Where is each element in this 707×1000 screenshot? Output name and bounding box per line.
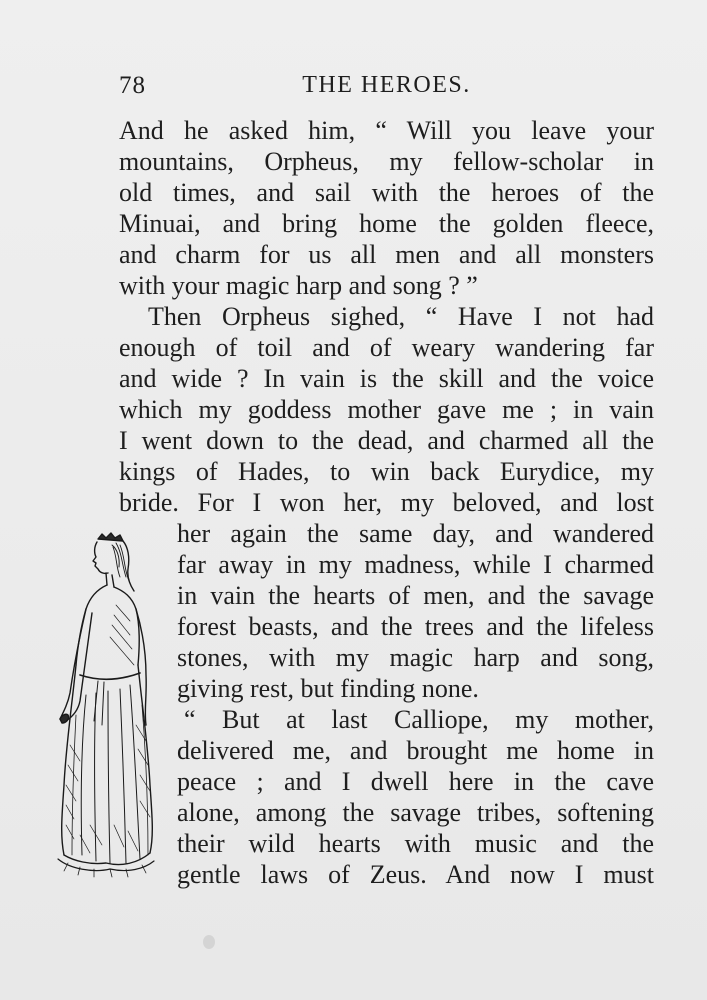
text-line: And he asked him, “ Will you leave your (119, 116, 654, 145)
text-line: and wide ? In vain is the skill and the voice (119, 364, 654, 393)
text-line: Then Orpheus sighed, “ Have I not had (148, 302, 654, 331)
text-line: giving rest, but finding none. (177, 674, 479, 703)
text-line: kings of Hades, to win back Eurydice, my (119, 457, 654, 486)
text-line: and charm for us all men and all monsters (119, 240, 654, 269)
text-line: old times, and sail with the heroes of the (119, 178, 654, 207)
text-line: bride. For I won her, my beloved, and lost (119, 488, 654, 517)
text-line: “ But at last Calliope, my mother, (184, 705, 654, 734)
text-line: stones, with my magic harp and song, (177, 643, 654, 672)
text-line: alone, among the savage tribes, softening (177, 798, 654, 827)
text-line: gentle laws of Zeus. And now I must (177, 860, 654, 889)
robed-figure-icon (50, 525, 160, 880)
text-line: which my goddess mother gave me ; in vain (119, 395, 654, 424)
text-line: mountains, Orpheus, my fellow-scholar in (119, 147, 654, 176)
text-line: enough of toil and of weary wandering far (119, 333, 654, 362)
text-line: with your magic harp and song ? ” (119, 271, 478, 300)
text-line: peace ; and I dwell here in the cave (177, 767, 654, 796)
text-line: Minuai, and bring home the golden fleece, (119, 209, 654, 238)
text-line: far away in my madness, while I charmed (177, 550, 654, 579)
running-head (119, 72, 654, 106)
text-line: in vain the hearts of men, and the savage (177, 581, 654, 610)
text-line: forest beasts, and the trees and the lifeless (177, 612, 654, 641)
text-line: I went down to the dead, and charmed all the (119, 426, 654, 455)
page-number: 78 (119, 72, 146, 99)
text-line: their wild hearts with music and the (177, 829, 654, 858)
text-line: her again the same day, and wandered (177, 519, 654, 548)
paper-smudge (203, 935, 215, 949)
running-title: THE HEROES. (302, 72, 471, 98)
text-line: delivered me, and brought me home in (177, 736, 654, 765)
